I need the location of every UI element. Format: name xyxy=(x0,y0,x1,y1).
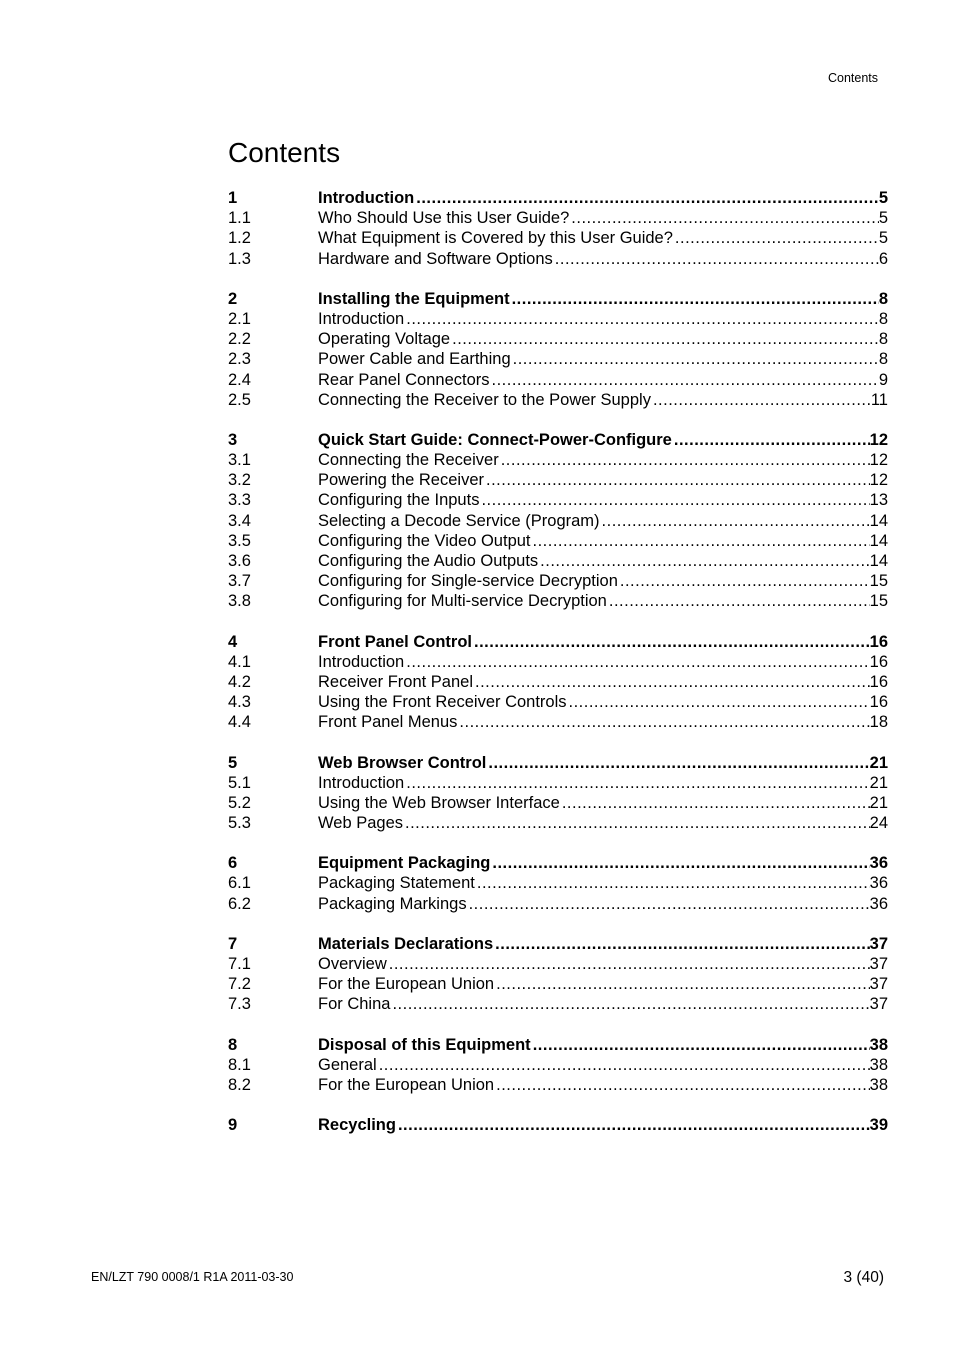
toc-entry-title: Quick Start Guide: Connect-Power-Configure xyxy=(318,430,672,449)
toc-entry-title: Introduction xyxy=(318,773,405,792)
toc-dot-leader xyxy=(473,672,870,692)
toc-section-entry[interactable] xyxy=(228,994,888,1014)
toc-entry-title: What Equipment is Covered by this User Guide? xyxy=(318,229,673,248)
toc-chapter-group xyxy=(228,1035,888,1096)
toc-section-entry[interactable] xyxy=(228,712,888,732)
toc-entry-number: 2.5 xyxy=(228,390,251,409)
toc-entry-number: 8 xyxy=(228,1035,238,1054)
toc-dot-leader xyxy=(494,1075,870,1095)
toc-entry-number: 5.2 xyxy=(228,793,251,812)
toc-entry-title: Disposal of this Equipment xyxy=(318,1035,531,1054)
toc-dot-leader xyxy=(494,974,870,994)
toc-section-entry[interactable] xyxy=(228,450,888,470)
toc-entry-page: 6 xyxy=(878,249,888,268)
toc-section-entry[interactable] xyxy=(228,390,888,410)
toc-entry-title: Receiver Front Panel xyxy=(318,672,473,691)
toc-dot-leader xyxy=(484,470,870,490)
toc-entry-page: 12 xyxy=(869,451,888,470)
toc-entry-page: 21 xyxy=(869,753,888,772)
toc-dot-leader xyxy=(414,188,879,208)
toc-section-entry[interactable] xyxy=(228,692,888,712)
toc-entry-page: 12 xyxy=(869,430,888,449)
toc-dot-leader xyxy=(553,249,879,269)
toc-entry-title: Equipment Packaging xyxy=(318,854,491,873)
toc-entry-title: Connecting the Receiver xyxy=(318,451,499,470)
toc-section-entry[interactable] xyxy=(228,954,888,974)
toc-entry-page: 21 xyxy=(869,773,888,792)
toc-dot-leader xyxy=(531,531,870,551)
toc-section-entry[interactable] xyxy=(228,873,888,893)
toc-section-entry[interactable] xyxy=(228,571,888,591)
toc-entry-title: Hardware and Software Options xyxy=(318,249,553,268)
toc-entry-number: 2.2 xyxy=(228,330,251,349)
toc-section-entry[interactable] xyxy=(228,974,888,994)
toc-chapter-group xyxy=(228,753,888,834)
toc-entry-title: Front Panel Control xyxy=(318,632,472,651)
toc-entry-number: 7.3 xyxy=(228,995,251,1014)
toc-dot-leader xyxy=(651,390,871,410)
toc-dot-leader xyxy=(479,490,869,510)
toc-section-entry[interactable] xyxy=(228,773,888,793)
toc-chapter-entry[interactable] xyxy=(228,188,888,208)
toc-dot-leader xyxy=(569,208,879,228)
toc-entry-title: Packaging Statement xyxy=(318,874,475,893)
toc-entry-number: 3.1 xyxy=(228,451,251,470)
toc-dot-leader xyxy=(538,551,869,571)
toc-entry-title: Overview xyxy=(318,955,387,973)
toc-entry-page: 16 xyxy=(869,652,888,671)
toc-entry-page: 36 xyxy=(869,854,888,873)
toc-dot-leader xyxy=(490,853,869,873)
toc-entry-page: 16 xyxy=(869,632,888,651)
toc-entry-page: 37 xyxy=(869,975,888,994)
toc-section-entry[interactable] xyxy=(228,470,888,490)
toc-entry-title: Using the Front Receiver Controls xyxy=(318,693,567,712)
toc-entry-page: 37 xyxy=(869,995,888,1014)
toc-dot-leader xyxy=(490,370,879,390)
toc-section-entry[interactable] xyxy=(228,329,888,349)
toc-entry-page: 16 xyxy=(869,672,888,691)
toc-section-entry[interactable] xyxy=(228,309,888,329)
toc-entry-title: Powering the Receiver xyxy=(318,471,484,490)
toc-entry-title: Packaging Markings xyxy=(318,894,467,913)
toc-entry-number: 7.1 xyxy=(228,955,251,973)
toc-entry-title: Power Cable and Earthing xyxy=(318,350,511,369)
toc-entry-number: 2.4 xyxy=(228,370,251,389)
toc-entry-number: 8.2 xyxy=(228,1075,251,1094)
toc-dot-leader xyxy=(467,894,870,914)
toc-entry-title: Configuring the Video Output xyxy=(318,531,531,550)
toc-dot-leader xyxy=(672,430,870,450)
toc-entry-title: Configuring for Single-service Decryption xyxy=(318,572,618,591)
toc-entry-title: For the European Union xyxy=(318,975,495,994)
toc-chapter-entry[interactable] xyxy=(228,934,888,954)
toc-section-entry[interactable] xyxy=(228,349,888,369)
toc-section-entry[interactable] xyxy=(228,531,888,551)
toc-entry-number: 3.2 xyxy=(228,471,251,490)
toc-chapter-entry[interactable] xyxy=(228,853,888,873)
toc-section-entry[interactable] xyxy=(228,228,888,248)
toc-dot-leader xyxy=(567,692,870,712)
toc-entry-page: 8 xyxy=(878,330,888,349)
toc-entry-page: 5 xyxy=(878,229,888,248)
toc-dot-leader xyxy=(387,954,870,974)
toc-chapter-group xyxy=(228,853,888,914)
toc-entry-title: Configuring the Audio Outputs xyxy=(318,552,539,570)
toc-dot-leader xyxy=(404,773,869,793)
toc-entry-title: For China xyxy=(318,995,391,1014)
toc-entry-page: 24 xyxy=(869,814,888,833)
toc-entry-page: 11 xyxy=(870,390,888,409)
toc-entry-number: 3.6 xyxy=(228,552,251,570)
toc-entry-number: 3 xyxy=(228,430,238,449)
toc-entry-number: 2.1 xyxy=(228,309,251,328)
toc-dot-leader xyxy=(607,591,870,611)
toc-entry-page: 37 xyxy=(869,934,888,953)
toc-entry-title: Recycling xyxy=(318,1116,396,1135)
toc-dot-leader xyxy=(472,632,870,652)
toc-entry-page: 36 xyxy=(869,874,888,893)
toc-entry-page: 5 xyxy=(878,189,888,207)
toc-chapter-group xyxy=(228,430,888,612)
toc-chapter-entry[interactable] xyxy=(228,289,888,309)
toc-dot-leader xyxy=(377,1055,870,1075)
toc-section-entry[interactable] xyxy=(228,551,888,571)
toc-entry-page: 13 xyxy=(869,491,888,510)
toc-entry-page: 14 xyxy=(869,552,888,570)
toc-dot-leader xyxy=(493,934,869,954)
toc-entry-page: 39 xyxy=(869,1116,888,1135)
toc-dot-leader xyxy=(600,511,870,531)
toc-dot-leader xyxy=(403,813,870,833)
toc-section-entry[interactable] xyxy=(228,793,888,813)
toc-entry-page: 15 xyxy=(869,572,888,591)
toc-section-entry[interactable] xyxy=(228,1055,888,1075)
toc-entry-page: 38 xyxy=(869,1075,888,1094)
toc-section-entry[interactable] xyxy=(228,652,888,672)
toc-entry-page: 16 xyxy=(869,693,888,712)
toc-entry-title: Web Pages xyxy=(318,814,403,833)
toc-dot-leader xyxy=(475,873,870,893)
toc-entry-title: Installing the Equipment xyxy=(318,289,510,308)
toc-entry-title: Who Should Use this User Guide? xyxy=(318,209,570,228)
toc-section-entry[interactable] xyxy=(228,208,888,228)
toc-dot-leader xyxy=(390,994,869,1014)
toc-entry-title: Web Browser Control xyxy=(318,753,487,772)
toc-entry-number: 1.2 xyxy=(228,229,251,248)
toc-entry-number: 3.5 xyxy=(228,531,251,550)
toc-entry-number: 4 xyxy=(228,632,238,651)
toc-entry-title: Rear Panel Connectors xyxy=(318,370,490,389)
toc-entry-number: 3.8 xyxy=(228,592,251,611)
toc-entry-title: Configuring the Inputs xyxy=(318,491,480,510)
footer-page-number: 3 (40) xyxy=(843,1269,884,1286)
toc-chapter-entry[interactable] xyxy=(228,1115,888,1135)
toc-entry-page: 5 xyxy=(878,209,888,228)
toc-section-entry[interactable] xyxy=(228,1075,888,1095)
toc-entry-number: 5.3 xyxy=(228,814,251,833)
toc-entry-title: Connecting the Receiver to the Power Supply xyxy=(318,390,651,409)
toc-dot-leader xyxy=(404,309,879,329)
toc-entry-page: 18 xyxy=(869,713,888,732)
toc-entry-number: 3.7 xyxy=(228,572,251,591)
toc-entry-title: Selecting a Decode Service (Program) xyxy=(318,511,600,530)
page-title: Contents xyxy=(228,137,341,168)
toc-entry-number: 2 xyxy=(228,289,238,308)
toc-entry-number: 4.3 xyxy=(228,693,251,712)
toc-entry-page: 14 xyxy=(869,531,888,550)
toc-dot-leader xyxy=(560,793,870,813)
toc-entry-number: 9 xyxy=(228,1116,238,1135)
toc-chapter-entry[interactable] xyxy=(228,430,888,450)
toc-entry-title: Front Panel Menus xyxy=(318,713,458,732)
toc-entry-number: 7 xyxy=(228,934,238,953)
toc-entry-title: Configuring for Multi-service Decryption xyxy=(318,592,607,611)
toc-section-entry[interactable] xyxy=(228,490,888,510)
toc-chapter-group xyxy=(228,1115,888,1135)
toc-entry-number: 3.4 xyxy=(228,511,251,530)
toc-entry-number: 4.2 xyxy=(228,672,251,691)
toc-dot-leader xyxy=(450,329,879,349)
footer-document-id: EN/LZT 790 0008/1 R1A 2011-03-30 xyxy=(91,1270,294,1284)
toc-entry-page: 38 xyxy=(869,1055,888,1074)
toc-entry-number: 7.2 xyxy=(228,975,251,994)
toc-entry-number: 3.3 xyxy=(228,491,251,510)
toc-entry-title: Materials Declarations xyxy=(318,934,494,953)
toc-dot-leader xyxy=(499,450,870,470)
toc-section-entry[interactable] xyxy=(228,591,888,611)
toc-entry-page: 21 xyxy=(869,793,888,812)
toc-section-entry[interactable] xyxy=(228,894,888,914)
toc-entry-number: 8.1 xyxy=(228,1055,251,1074)
toc-chapter-group xyxy=(228,289,888,410)
toc-chapter-group xyxy=(228,632,888,733)
toc-entry-number: 5 xyxy=(228,753,238,772)
toc-entry-page: 9 xyxy=(878,370,888,389)
toc-entry-number: 1.3 xyxy=(228,249,251,268)
toc-dot-leader xyxy=(673,228,879,248)
toc-entry-title: Introduction xyxy=(318,652,405,671)
toc-section-entry[interactable] xyxy=(228,249,888,269)
toc-entry-page: 8 xyxy=(878,309,888,328)
toc-section-entry[interactable] xyxy=(228,672,888,692)
toc-dot-leader xyxy=(511,349,879,369)
toc-entry-page: 12 xyxy=(869,471,888,490)
toc-chapter-entry[interactable] xyxy=(228,1035,888,1055)
toc-entry-page: 8 xyxy=(878,289,888,308)
toc-entry-number: 6 xyxy=(228,854,238,873)
toc-entry-page: 8 xyxy=(878,350,888,369)
toc-entry-number: 1.1 xyxy=(228,209,251,228)
toc-section-entry[interactable] xyxy=(228,813,888,833)
running-header: Contents xyxy=(827,71,878,85)
toc-dot-leader xyxy=(531,1035,870,1055)
toc-section-entry[interactable] xyxy=(228,511,888,531)
toc-entry-page: 14 xyxy=(869,511,888,530)
toc-entry-page: 37 xyxy=(869,955,888,973)
toc-entry-title: General xyxy=(318,1055,377,1074)
toc-entry-number: 2.3 xyxy=(228,350,251,369)
toc-dot-leader xyxy=(457,712,869,732)
toc-chapter-group xyxy=(228,188,888,269)
toc-entry-number: 5.1 xyxy=(228,773,251,792)
toc-dot-leader xyxy=(510,289,879,309)
toc-entry-number: 6.1 xyxy=(228,874,251,893)
toc-entry-number: 6.2 xyxy=(228,894,251,913)
toc-chapter-entry[interactable] xyxy=(228,753,888,773)
toc-entry-number: 4.4 xyxy=(228,713,251,732)
toc-entry-title: Using the Web Browser Interface xyxy=(318,793,560,812)
toc-dot-leader xyxy=(396,1115,870,1135)
toc-entry-title: Operating Voltage xyxy=(318,330,451,349)
toc-section-entry[interactable] xyxy=(228,370,888,390)
toc-dot-leader xyxy=(618,571,870,591)
toc-entry-title: For the European Union xyxy=(318,1075,495,1094)
toc-entry-page: 38 xyxy=(869,1035,888,1054)
toc-entry-title: Introduction xyxy=(318,309,405,328)
toc-entry-page: 15 xyxy=(869,592,888,611)
toc-entry-number: 4.1 xyxy=(228,652,251,671)
table-of-contents xyxy=(228,188,888,1155)
toc-chapter-entry[interactable] xyxy=(228,632,888,652)
toc-entry-title: Introduction xyxy=(318,189,415,207)
toc-chapter-group xyxy=(228,934,888,1015)
toc-entry-page: 36 xyxy=(869,894,888,913)
toc-dot-leader xyxy=(404,652,869,672)
toc-dot-leader xyxy=(486,753,869,773)
toc-entry-number: 1 xyxy=(228,189,238,207)
